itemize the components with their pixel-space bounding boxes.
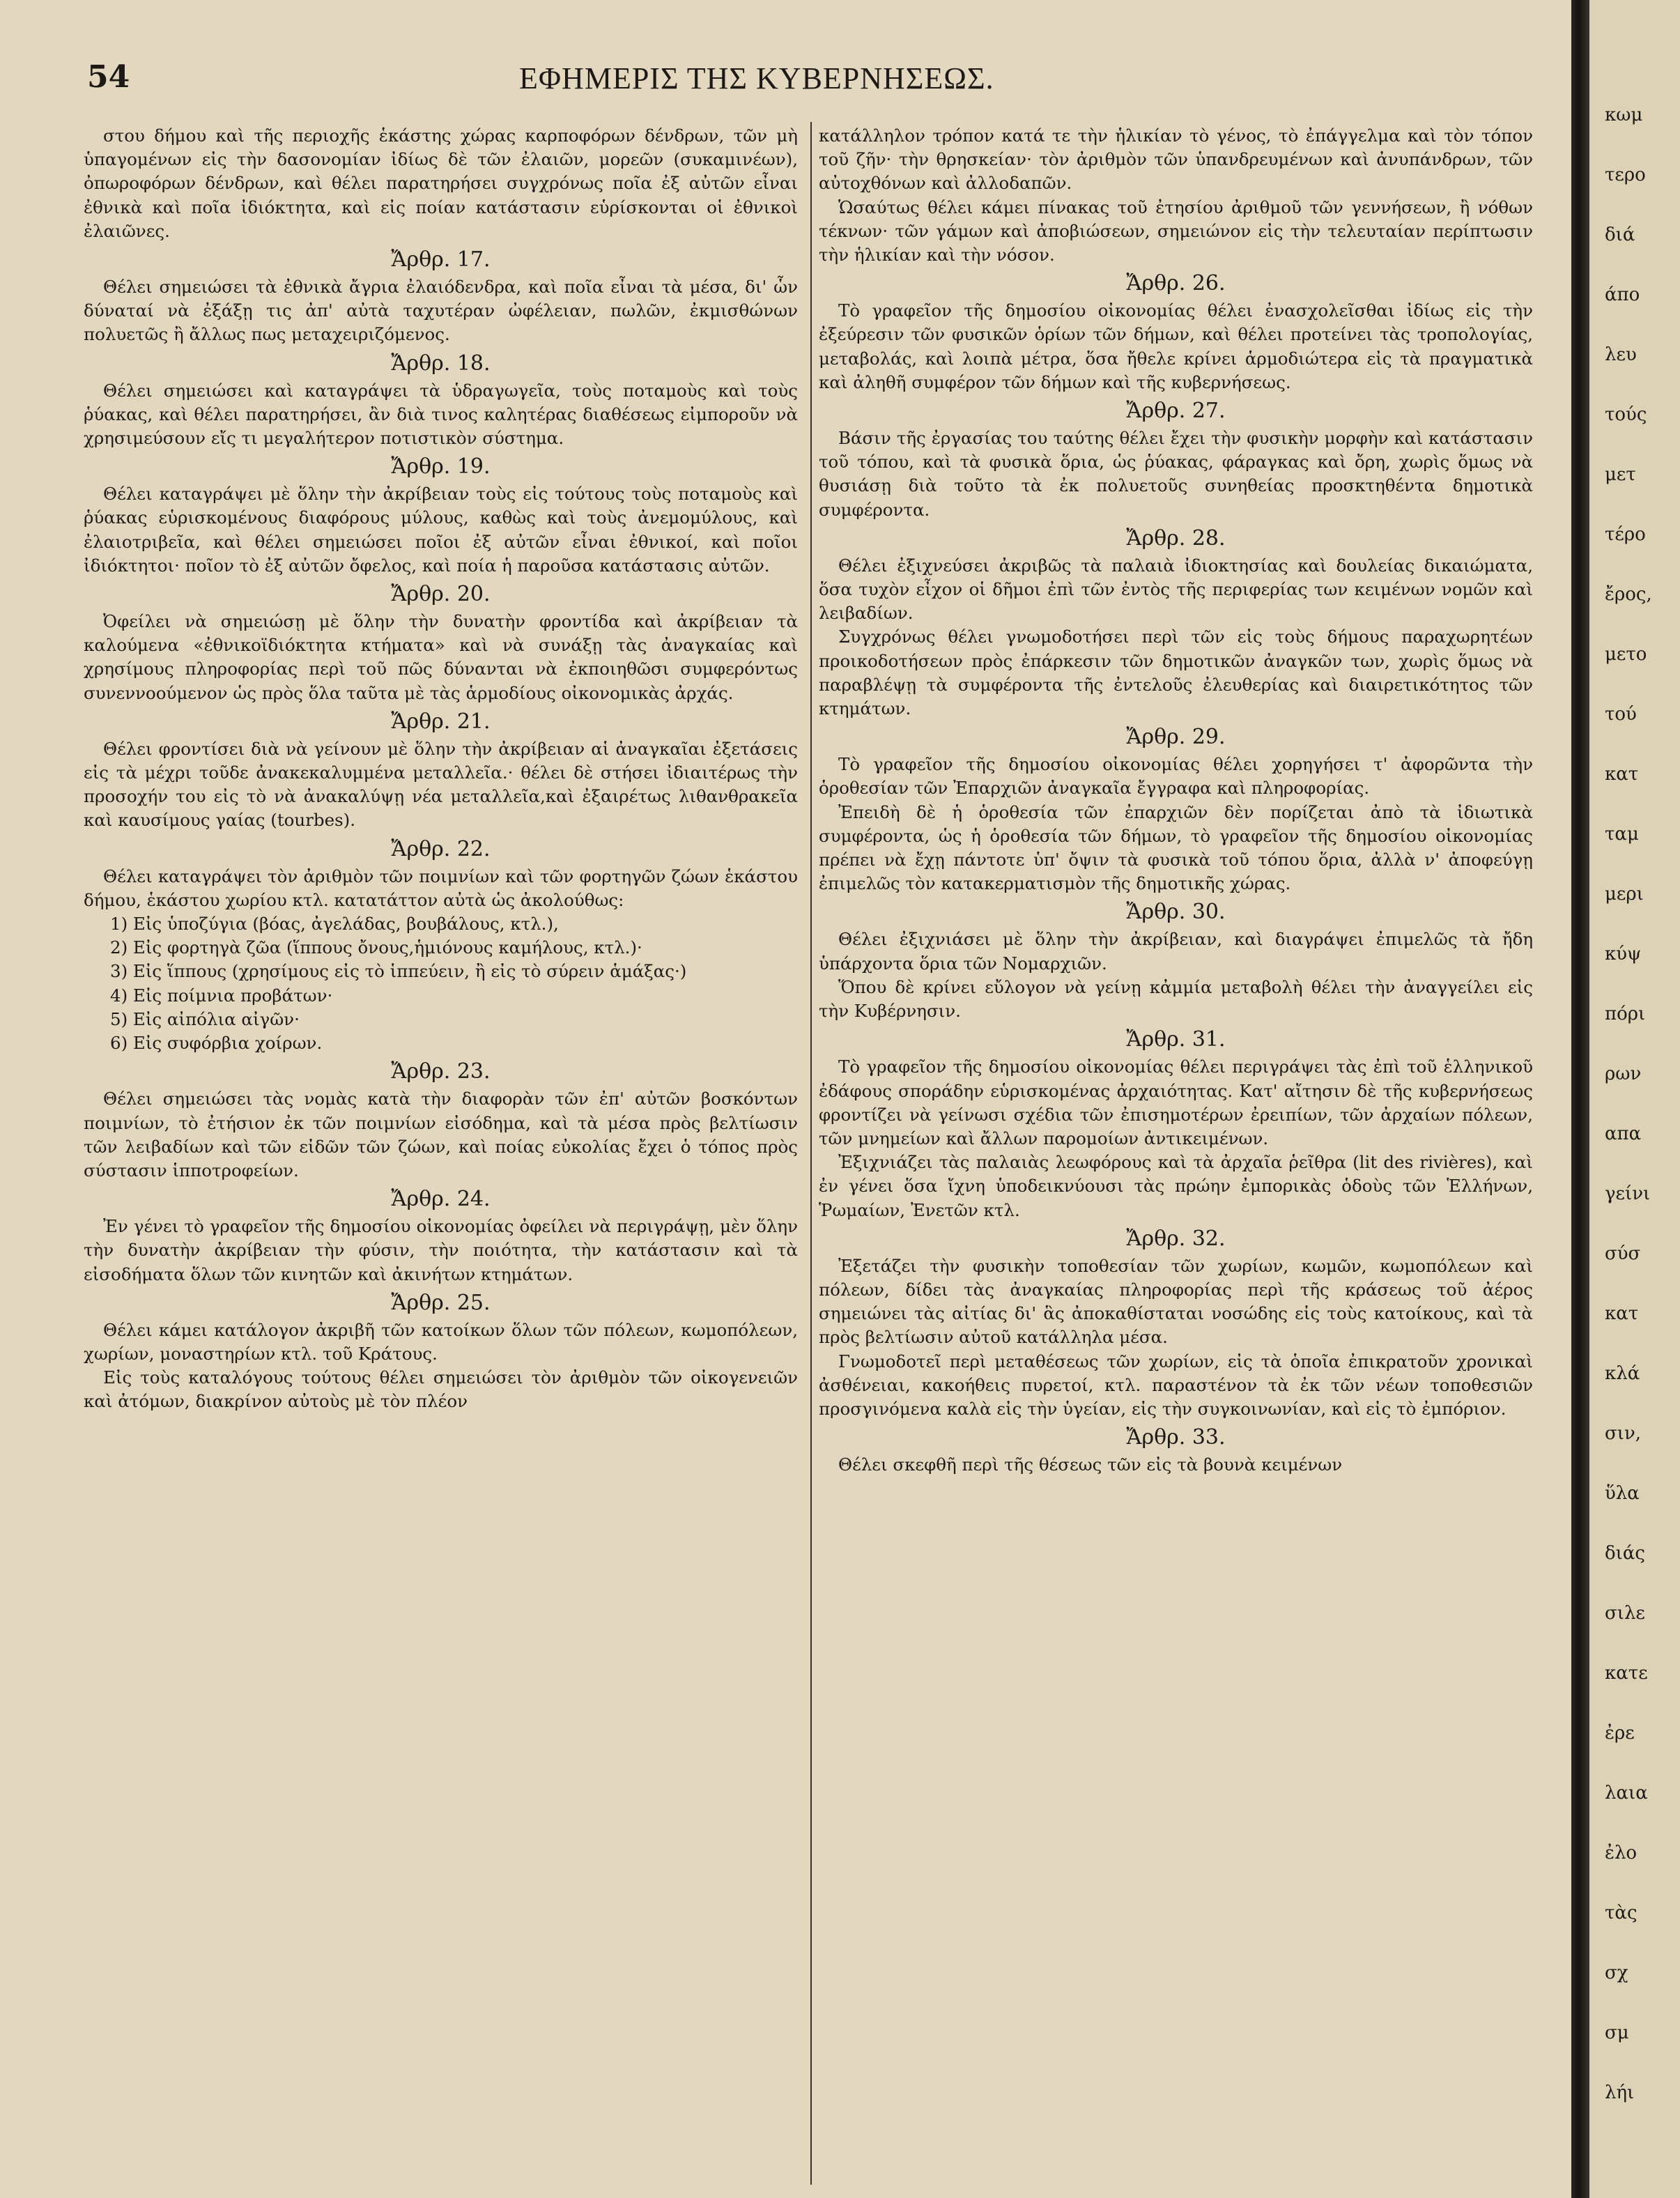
list-item: 2) Εἰς φορτηγὰ ζῶα (ἵππους ὄνους,ἡμιόνους καμήλους, κτλ.)· xyxy=(110,937,642,958)
article-heading: Ἄρθρ. 30. xyxy=(1126,900,1226,925)
paragraph: Θέλει ἐξιχνεύσει ἀκριβῶς τὰ παλαιὰ ἰδιοκτησίας καὶ δουλείας δικαιώματα, ὅσα τυχὸν εἶχον οἱ δῆμοι ἐπὶ τῶν ἐντὸς τῆς περιφερίας των κειμένων νομῶν καὶ λειβαδίων. xyxy=(819,555,1533,624)
adjacent-page-edge xyxy=(1589,0,1680,2198)
adjacent-page-fragment: τὰς xyxy=(1605,1903,1637,1923)
adjacent-page-fragment: ρων xyxy=(1605,1063,1642,1084)
adjacent-page-fragment: ἐλο xyxy=(1605,1843,1637,1863)
adjacent-page-fragment: σύσ xyxy=(1605,1243,1641,1264)
adjacent-page-fragment: διάς xyxy=(1605,1543,1645,1564)
adjacent-page-fragment: κλά xyxy=(1605,1363,1640,1384)
paragraph: Ὅπου δὲ κρίνει εὔλογον νὰ γείνῃ κἀμμία μεταβολὴ θέλει τὴν ἀναγγείλει εἰς τὴν Κυβέρνησιν. xyxy=(819,976,1533,1022)
article-heading: Ἄρθρ. 31. xyxy=(1126,1027,1226,1052)
adjacent-page-fragment: κωμ xyxy=(1605,105,1643,125)
paragraph: Ἐν γένει τὸ γραφεῖον τῆς δημοσίου οἰκονομίας ὀφείλει νὰ περιγράψῃ, μὲν ὅλην τὴν δυνατὴν ἀκρίβειαν τὴν φύσιν, τὴν ποιότητα, τὴν κατάστασιν καὶ τὰ εἰσοδήματα ὅλων τῶν κινητῶν καὶ ἀκινήτων κτημάτων. xyxy=(84,1216,798,1284)
paragraph: Ὀφείλει νὰ σημειώσῃ μὲ ὅλην τὴν δυνατὴν φροντίδα καὶ ἀκρίβειαν τὰ καλούμενα «ἐθνικοϊδιόκτητα κτήματα» καὶ νὰ συνάξῃ τὰς ἀναγκαίας καὶ χρησίμους πληροφορίας περὶ τοῦ πῶς δύνανται νὰ ἐκποιηθῶσι συμφερόντως συνεννοούμενον ὡς πρὸς ὅλα ταῦτα μὲ τὰς ἁρμοδίους οἰκονομικὰς ἀρχάς. xyxy=(84,611,798,703)
adjacent-page-fragment: σμ xyxy=(1605,2022,1629,2043)
adjacent-page-fragment: τούς xyxy=(1605,404,1647,425)
adjacent-page-fragment: κύψ xyxy=(1605,944,1642,964)
adjacent-page-fragment: σιν, xyxy=(1605,1423,1642,1444)
adjacent-page-fragment: σιλε xyxy=(1605,1603,1645,1624)
paragraph: Γνωμοδοτεῖ περὶ μεταθέσεως τῶν χωρίων, εἰς τὰ ὁποῖα ἐπικρατοῦν χρονικαὶ ἀσθένειαι, κακοήθεις πυρετοί, κτλ. παραστένον τὰ ἐκ τῶν νέων τοποθεσιῶν προσγινόμενα καλὰ εἰς τὴν ὑγείαν, εἰς τὴν συγκοινωνίαν, καὶ εἰς τὸ ἐμπόριον. xyxy=(819,1351,1533,1419)
paragraph: Θέλει καταγράψει τὸν ἀριθμὸν τῶν ποιμνίων καὶ τῶν φορτηγῶν ζώων ἑκάστου δήμου, ἑκάστου χωρίου κτλ. κατατάττον αὐτὰ ὡς ἀκολούθως: xyxy=(84,866,798,910)
article-heading: Ἄρθρ. 28. xyxy=(1126,525,1226,551)
paragraph: Θέλει κάμει κατάλογον ἀκριβῆ τῶν κατοίκων ὅλων τῶν πόλεων, κωμοπόλεων, χωρίων, μοναστηρίων κτλ. τοῦ Κράτους. xyxy=(84,1319,798,1364)
article-heading: Ἄρθρ. 21. xyxy=(391,709,491,734)
adjacent-page-fragment: τερο xyxy=(1605,164,1646,185)
adjacent-page-fragment: άπο xyxy=(1605,284,1640,305)
paragraph: Θέλει σημειώσει καὶ καταγράψει τὰ ὑδραγωγεῖα, τοὺς ποταμοὺς καὶ τοὺς ῥύακας, καὶ θέλει παρατηρήσει, ἂν διὰ τινος καλητέρας διαθέσεως εἰμποροῦν νὰ χρησιμεύσουν εἴς τι μεγαλήτερον ποτιστικὸν σύστημα. xyxy=(84,380,798,449)
adjacent-page-fragment: διά xyxy=(1605,224,1635,245)
adjacent-page-fragment: λαια xyxy=(1605,1783,1648,1804)
adjacent-page-fragment: λευ xyxy=(1605,344,1637,365)
article-heading: Ἄρθρ. 32. xyxy=(1126,1226,1226,1251)
paragraph: Εἰς τοὺς καταλόγους τούτους θέλει σημειώσει τὸν ἀριθμὸν τῶν οἰκογενειῶν καὶ ἀτόμων, διακρίνον αὐτοὺς μὲ τὸν πλέον xyxy=(84,1367,798,1412)
adjacent-page-fragment: πόρι xyxy=(1605,1004,1646,1024)
paragraph: κατάλληλον τρόπον κατά τε τὴν ἡλικίαν τὸ γένος, τὸ ἐπάγγελμα καὶ τὸν τόπον τοῦ ζῆν· τὴν θρησκείαν· τὸν ἀριθμὸν τῶν ὑπανδρευμένων καὶ ἀνυπάνδρων, τῶν αὐτοχθόνων καὶ ἀλλοδαπῶν. xyxy=(819,125,1533,194)
page-header xyxy=(87,59,1160,108)
adjacent-page-fragment: λήι xyxy=(1605,2082,1635,2103)
article-heading: Ἄρθρ. 27. xyxy=(1126,399,1226,424)
paragraph: Ἐξιχνιάζει τὰς παλαιὰς λεωφόρους καὶ τὰ ἀρχαῖα ῥεῖθρα (lit des rivières), καὶ ἐν γένει ὅσα ἴχνη ὑποδεικνύουσι τὰς πρώην ἐμπορικὰς ὁδοὺς τῶν Ἑλλήνων, Ῥωμαίων, Ἐνετῶν κτλ. xyxy=(819,1152,1533,1220)
article-heading: Ἄρθρ. 25. xyxy=(391,1290,491,1315)
list-item: 1) Εἰς ὑποζύγια (βόας, ἀγελάδας, βουβάλους, κτλ.), xyxy=(110,914,559,935)
adjacent-page-fragment: μετ xyxy=(1605,464,1636,485)
paragraph: στου δήμου καὶ τῆς περιοχῆς ἑκάστης χώρας καρποφόρων δένδρων, τῶν μὴ ὑπαγομένων εἰς τὴν δασονομίαν ἰδίως δὲ τῶν ἐλαιῶν, μορεῶν (συκαμινέων), ὀπωροφόρων δένδρων, καὶ θέλει παρατηρήσει συγχρόνως ποῖα ἐξ αὐτῶν εἶναι ἐθνικὰ καὶ ποῖα ἰδιόκτητα, καὶ εἰς ποίαν κατάστασιν εὑρίσκονται οἱ ἐθνικοὶ ἐλαιῶνες. xyxy=(84,125,798,241)
paragraph: Ὡσαύτως θέλει κάμει πίνακας τοῦ ἐτησίου ἀριθμοῦ τῶν γεννήσεων, ἢ νόθων τέκνων· τῶν γάμων καὶ ἀποβιώσεων, σημειώνον εἰς τὴν τελευταίαν περίπτωσιν τὴν ἡλικίαν καὶ τὴν νόσον. xyxy=(819,197,1533,266)
running-title: ΕΦΗΜΕΡΙΣ ΤΗΣ ΚΥΒΕΡΝΗΣΕΩΣ. xyxy=(519,61,994,95)
right-column xyxy=(819,124,1533,2187)
article-heading: Ἄρθρ. 22. xyxy=(391,836,491,861)
paragraph: Θέλει σημειώσει τὰ ἐθνικὰ ἄγρια ἐλαιόδενδρα, καὶ ποῖα εἶναι τὰ μέσα, δι' ὧν δύναταί νὰ ἐξάξῃ τις ἀπ' αὐτὰ ταχυτέραν ὠφέλειαν, πωλῶν, ἐκμισθώνων πολυετῶς ἢ ἄλλως πως μεταχειριζόμενος. xyxy=(84,277,798,345)
paragraph: Θέλει σημειώσει τὰς νομὰς κατὰ τὴν διαφορὰν τῶν ἐπ' αὐτῶν βοσκόντων ποιμνίων, τὸ ἐτήσιον ἐκ τῶν ποιμνίων εἰσόδημα, καὶ τὰ μέσα πρὸς βελτίωσιν τῶν λειβαδίων καὶ τῶν εἰδῶν τῶν ζώων, καὶ ποίας εὐκολίας ἔχει ὁ τόπος πρὸς σύστασιν ἱπποτροφείων. xyxy=(84,1089,798,1181)
adjacent-page-fragment: ὕλα xyxy=(1605,1483,1640,1504)
paragraph: Τὸ γραφεῖον τῆς δημοσίου οἰκονομίας θέλει ἐνασχολεῖσθαι ἰδίως εἰς τὴν ἐξεύρεσιν τῶν φυσικῶν ὁρίων τῶν δήμων, καὶ θέλει προτείνει τὰς τροπολογίας, μεταβολάς, καὶ λοιπὰ μέτρα, ὅσα ἤθελε κρίνει ἁρμοδιώτερα εἰς τὰ πραγματικὰ καὶ ἀληθῆ συμφέρον τῶν δήμων καὶ τῆς κυβερνήσεως. xyxy=(819,300,1533,392)
article-heading: Ἄρθρ. 19. xyxy=(391,454,491,479)
book-gutter xyxy=(1571,0,1589,2198)
article-heading: Ἄρθρ. 24. xyxy=(391,1187,491,1212)
article-heading: Ἄρθρ. 26. xyxy=(1126,271,1226,296)
article-heading: Ἄρθρ. 29. xyxy=(1126,725,1226,750)
adjacent-page-fragment: τού xyxy=(1605,704,1637,725)
paragraph: Ἐπειδὴ δὲ ἡ ὁροθεσία τῶν ἐπαρχιῶν δὲν πορίζεται ἀπὸ τὰ ἰδιωτικὰ συμφέροντα, ὡς ἡ ὁροθεσία τῶν δήμων, τὸ γραφεῖον τῆς δημοσίου οἰκονομίας πρέπει νὰ ἔχῃ πάντοτε ὑπ' ὄψιν τὰ φυσικὰ τοῦ τόπου ὅρια, ἀλλὰ ν' ἀποφεύγῃ ἐπιμελῶς τὸν κατακερματισμὸν τῆς δημοτικῆς χώρας. xyxy=(819,801,1533,894)
paragraph: Θέλει σκεφθῆ περὶ τῆς θέσεως τῶν εἰς τὰ βουνὰ κειμένων xyxy=(838,1454,1343,1475)
adjacent-page-fragment: κατε xyxy=(1605,1663,1648,1684)
paragraph: Βάσιν τῆς ἐργασίας του ταύτης θέλει ἔχει τὴν φυσικὴν μορφὴν καὶ κατάστασιν τοῦ τόπου, καὶ τὰ φυσικὰ ὅρια, ὡς ῥύακας, φάραγκας καὶ ὄρη, χωρὶς ὅμως νὰ θυσιάσῃ διὰ τοῦτο τὰ ἐκ πολυετοῦς συνηθείας προσκτηθέντα δημοτικὰ συμφέροντα. xyxy=(819,428,1533,520)
adjacent-page-fragment: γείνι xyxy=(1605,1183,1651,1204)
adjacent-page-fragment: μερι xyxy=(1605,884,1644,905)
list-item: 4) Εἰς ποίμνια προβάτων· xyxy=(110,985,333,1006)
adjacent-page-fragment: ἐρε xyxy=(1605,1723,1635,1744)
adjacent-page-fragment: κατ xyxy=(1605,1303,1639,1324)
article-heading: Ἄρθρ. 23. xyxy=(391,1059,491,1084)
adjacent-page-fragment: μετο xyxy=(1605,644,1647,665)
paragraph: Τὸ γραφεῖον τῆς δημοσίου οἰκονομίας θέλει χορηγήσει τ' ἀφορῶντα τὴν ὁροθεσίαν τῶν Ἐπαρχιῶν ἀναγκαῖα ἔγγραφα καὶ πληροφορίας. xyxy=(819,754,1533,799)
adjacent-page-fragment: ἔρος, xyxy=(1605,584,1652,605)
article-heading: Ἄρθρ. 18. xyxy=(391,351,491,376)
article-heading: Ἄρθρ. 33. xyxy=(1126,1425,1226,1450)
paragraph: Θέλει καταγράψει μὲ ὅλην τὴν ἀκρίβειαν τοὺς εἰς τούτους τοὺς ποταμοὺς καὶ ῥύακας εὑρισκομένους διαφόρους μύλους, καθὼς καὶ τοὺς ἀνεμομύλους, καὶ ἐλαιοτριβεῖα, καὶ θέλει σημειώσει ποῖοι ἐξ αὐτῶν εἶναι ἐθνικοί, καὶ ποῖοι ἰδιόκτητοι· ποῖον τὸ ἐξ αὐτῶν ὄφελος, καὶ ποία ἡ παροῦσα κατάστασις αὐτῶν. xyxy=(84,484,798,576)
list-item: 5) Εἰς αἰπόλια αἰγῶν· xyxy=(110,1008,300,1029)
paragraph: Ἐξετάζει τὴν φυσικὴν τοποθεσίαν τῶν χωρίων, κωμῶν, κωμοπόλεων καὶ πόλεων, δίδει τὰς ἀναγκαίας πληροφορίας περὶ τῆς κράσεως τοῦ ἀέρος σημειώνει τὰς αἰτίας δι' ἃς ἀποκαθίσταται νοσώδης εἰς τοὺς κατοίκους, καὶ τὰ πρὸς βελτίωσιν αὐτοῦ κατάλληλα μέσα. xyxy=(819,1255,1533,1348)
adjacent-page-fragment: τέρο xyxy=(1605,524,1646,545)
article-heading: Ἄρθρ. 20. xyxy=(391,582,491,607)
list-item: 6) Εἰς συφόρβια χοίρων. xyxy=(110,1033,323,1054)
left-column xyxy=(84,124,798,2187)
adjacent-page-fragment: σχ xyxy=(1605,1962,1628,1983)
list-item: 3) Εἰς ἵππους (χρησίμους εἰς τὸ ἱππεύειν, ἢ εἰς τὸ σύρειν ἁμάξας·) xyxy=(110,961,687,982)
adjacent-page-fragment: απα xyxy=(1605,1123,1642,1144)
adjacent-page-fragment: ταμ xyxy=(1605,824,1639,845)
column-rule xyxy=(810,122,812,2185)
page-number: 54 xyxy=(87,59,130,95)
paragraph: Τὸ γραφεῖον τῆς δημοσίου οἰκονομίας θέλει περιγράψει τὰς ἐπὶ τοῦ ἑλληνικοῦ ἐδάφους σποράδην εὑρισκομένας ἀρχαιότητας. Κατ' αἴτησιν δὲ τῆς κυβερνήσεως φροντίζει νὰ γείνωσι σχέδια τῶν ἐπισημοτέρων ἐρειπίων, τῶν ἀρχαίων πόλεων, τῶν μνημείων καὶ ἄλλων παρομοίων ἀντικειμένων. xyxy=(819,1056,1533,1148)
adjacent-page-fragment: κατ xyxy=(1605,764,1639,785)
paragraph: Θέλει ἐξιχνιάσει μὲ ὅλην τὴν ἀκρίβειαν, καὶ διαγράψει ἐπιμελῶς τὰ ἤδη ὑπάρχοντα ὅρια τῶν Νομαρχιῶν. xyxy=(819,929,1533,974)
paragraph: Συγχρόνως θέλει γνωμοδοτήσει περὶ τῶν εἰς τοὺς δήμους παραχωρητέων προικοδοτήσεων πρὸς ἐπάρκεσιν τῶν δημοτικῶν ἀναγκῶν των, χωρὶς ὅμως νὰ παραβλέψῃ τὰ συμφέροντα τῆς ἐντελοῦς ἐλευθερίας καὶ διαιρετικότητος τῶν κτημάτων. xyxy=(819,627,1533,719)
article-heading: Ἄρθρ. 17. xyxy=(391,247,491,272)
paragraph: Θέλει φροντίσει διὰ νὰ γείνουν μὲ ὅλην τὴν ἀκρίβειαν αἱ ἀναγκαῖαι ἐξετάσεις εἰς τὰ μέχρι τοῦδε ἀνακεκαλυμμένα μεταλλεῖα.· θέλει δὲ στήσει ἰδιαιτέρως τὴν προσοχήν του εἰς τὸ νὰ ἀνακαλύψῃ νέα μεταλλεῖα,καὶ ἐξαιρέτως λιθανθρακεῖα καὶ καυσίμους γαίας (tourbes). xyxy=(84,738,798,831)
